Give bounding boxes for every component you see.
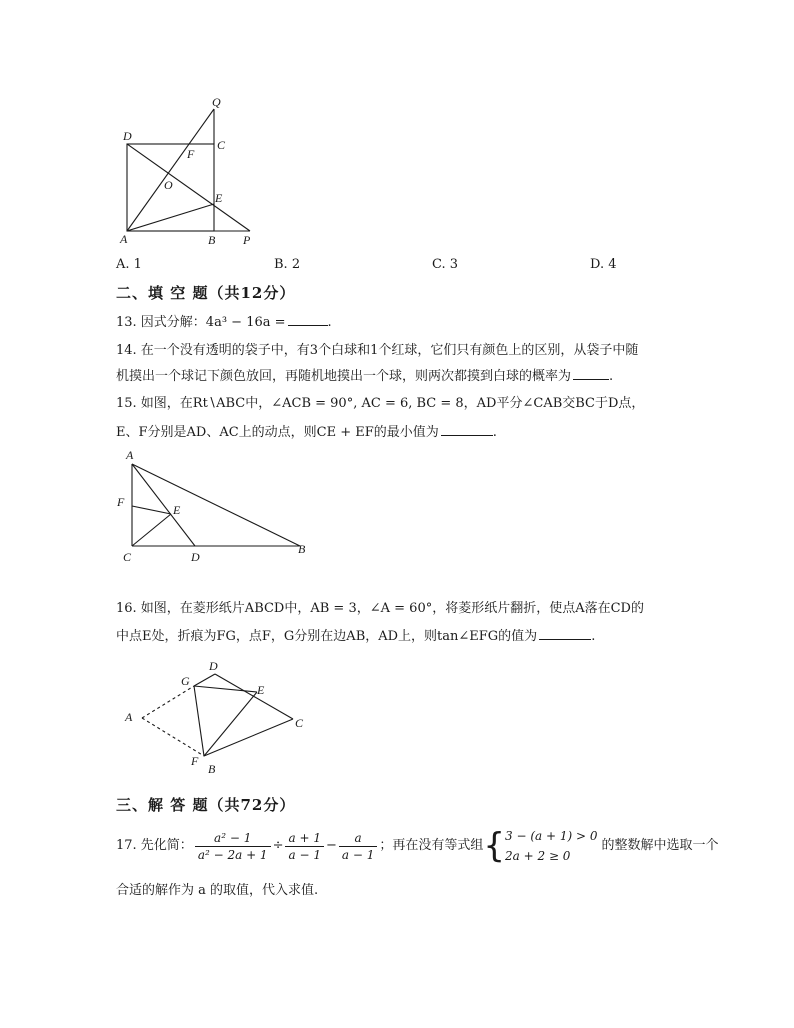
q17-fraction-3: [339, 830, 377, 863]
choice-d: D. 4: [590, 257, 617, 272]
question-15-line1: 15. 如图，在Rt∖ABC中，∠ACB = 90°, AC = 6, BC = 8，AD平分∠CAB交BC于D点，: [116, 396, 645, 411]
q15-period: .: [492, 425, 497, 440]
q17-fraction-1: [195, 830, 271, 863]
q17-suffix: 的整数解中选取一个: [601, 838, 719, 853]
q17-frac3-denominator: a − 1: [341, 847, 375, 862]
q17-system-brace: {: [483, 826, 506, 866]
question-14-line1: 14. 在一个没有透明的袋子中，有3个白球和1个红球，它们只有颜色上的区别，从袋子中随: [116, 343, 639, 358]
section-2-title: 二、填 空 题（共12分）: [116, 284, 296, 302]
label-C2: C: [123, 550, 132, 564]
q13-period: .: [327, 315, 332, 330]
q17-inequality-1: 3 − (a + 1) > 0: [505, 829, 598, 843]
question-17-line2: 合适的解作为 a 的取值，代入求值.: [116, 883, 319, 898]
q14-line2-text: 机摸出一个球记下颜色放回，再随机地摸出一个球，则两次都摸到白球的概率为: [116, 369, 572, 384]
label-B3: B: [208, 762, 216, 776]
q17-fraction-2: [285, 830, 323, 863]
q14-period: .: [609, 369, 614, 384]
q17-frac2-numerator: a + 1: [285, 830, 323, 847]
label-F3: F: [191, 754, 199, 768]
q17-frac3-numerator: a: [339, 830, 377, 847]
question-16-line2: [116, 627, 595, 646]
label-P: P: [243, 233, 251, 247]
question-13: [116, 313, 332, 332]
q14-answer-blank: [573, 367, 609, 380]
q17-middle-text: ；再在没有等式组: [379, 838, 484, 853]
q17-inequality-2: 2a + 2 ≥ 0: [505, 849, 571, 863]
q13-text: 13. 因式分解：4a³ − 16a =: [116, 315, 286, 330]
label-A: A: [120, 232, 128, 246]
label-F: F: [187, 147, 195, 161]
label-E3: E: [257, 683, 265, 697]
label-B: B: [208, 233, 216, 247]
q17-divide-sign: ÷: [272, 838, 284, 853]
q16-answer-blank: [539, 627, 591, 640]
label-D: D: [123, 129, 132, 143]
q15-answer-blank: [441, 423, 493, 436]
q13-answer-blank: [288, 313, 328, 326]
q17-minus-sign: −: [325, 838, 337, 853]
q15-line2-text: E、F分别是AD、AC上的动点，则CE + EF的最小值为: [116, 425, 439, 440]
q17-prefix: 17. 先化简：: [116, 838, 193, 853]
choice-b: B. 2: [274, 257, 301, 272]
q16-period: .: [591, 629, 596, 644]
choice-c: C. 3: [432, 257, 459, 272]
question-15-line2: [116, 423, 497, 442]
q17-frac1-denominator: a² − 2a + 1: [197, 847, 268, 862]
label-E: E: [215, 191, 223, 205]
figure-rhombus-fold: [118, 656, 318, 778]
label-D2: D: [191, 550, 200, 564]
q17-frac1-numerator: a² − 1: [195, 830, 271, 847]
q17-frac2-denominator: a − 1: [288, 847, 321, 862]
section-3-title: 三、解 答 题（共72分）: [116, 796, 296, 814]
label-O: O: [164, 178, 173, 192]
label-A3: A: [125, 710, 133, 724]
label-A2: A: [126, 448, 134, 462]
choice-a: A. 1: [116, 257, 142, 272]
label-F2: F: [117, 495, 125, 509]
figure-right-triangle: [110, 448, 320, 566]
q16-line2-text: 中点E处，折痕为FG，点F，G分别在边AB，AD上，则tan∠EFG的值为: [116, 629, 538, 644]
figure-square-diagram: [110, 92, 270, 252]
question-14-line2: [116, 367, 613, 386]
label-C: C: [217, 138, 226, 152]
q17-inequality-system: [505, 826, 597, 866]
label-G3: G: [181, 674, 190, 688]
label-Q: Q: [212, 95, 221, 109]
label-C3: C: [295, 716, 304, 730]
label-E2: E: [173, 503, 181, 517]
question-17-line1: [116, 824, 719, 868]
question-16-line1: 16. 如图，在菱形纸片ABCD中，AB = 3，∠A = 60°，将菱形纸片翻折，使点A落在CD的: [116, 601, 644, 616]
label-D3: D: [209, 659, 218, 673]
label-B2: B: [298, 542, 306, 556]
